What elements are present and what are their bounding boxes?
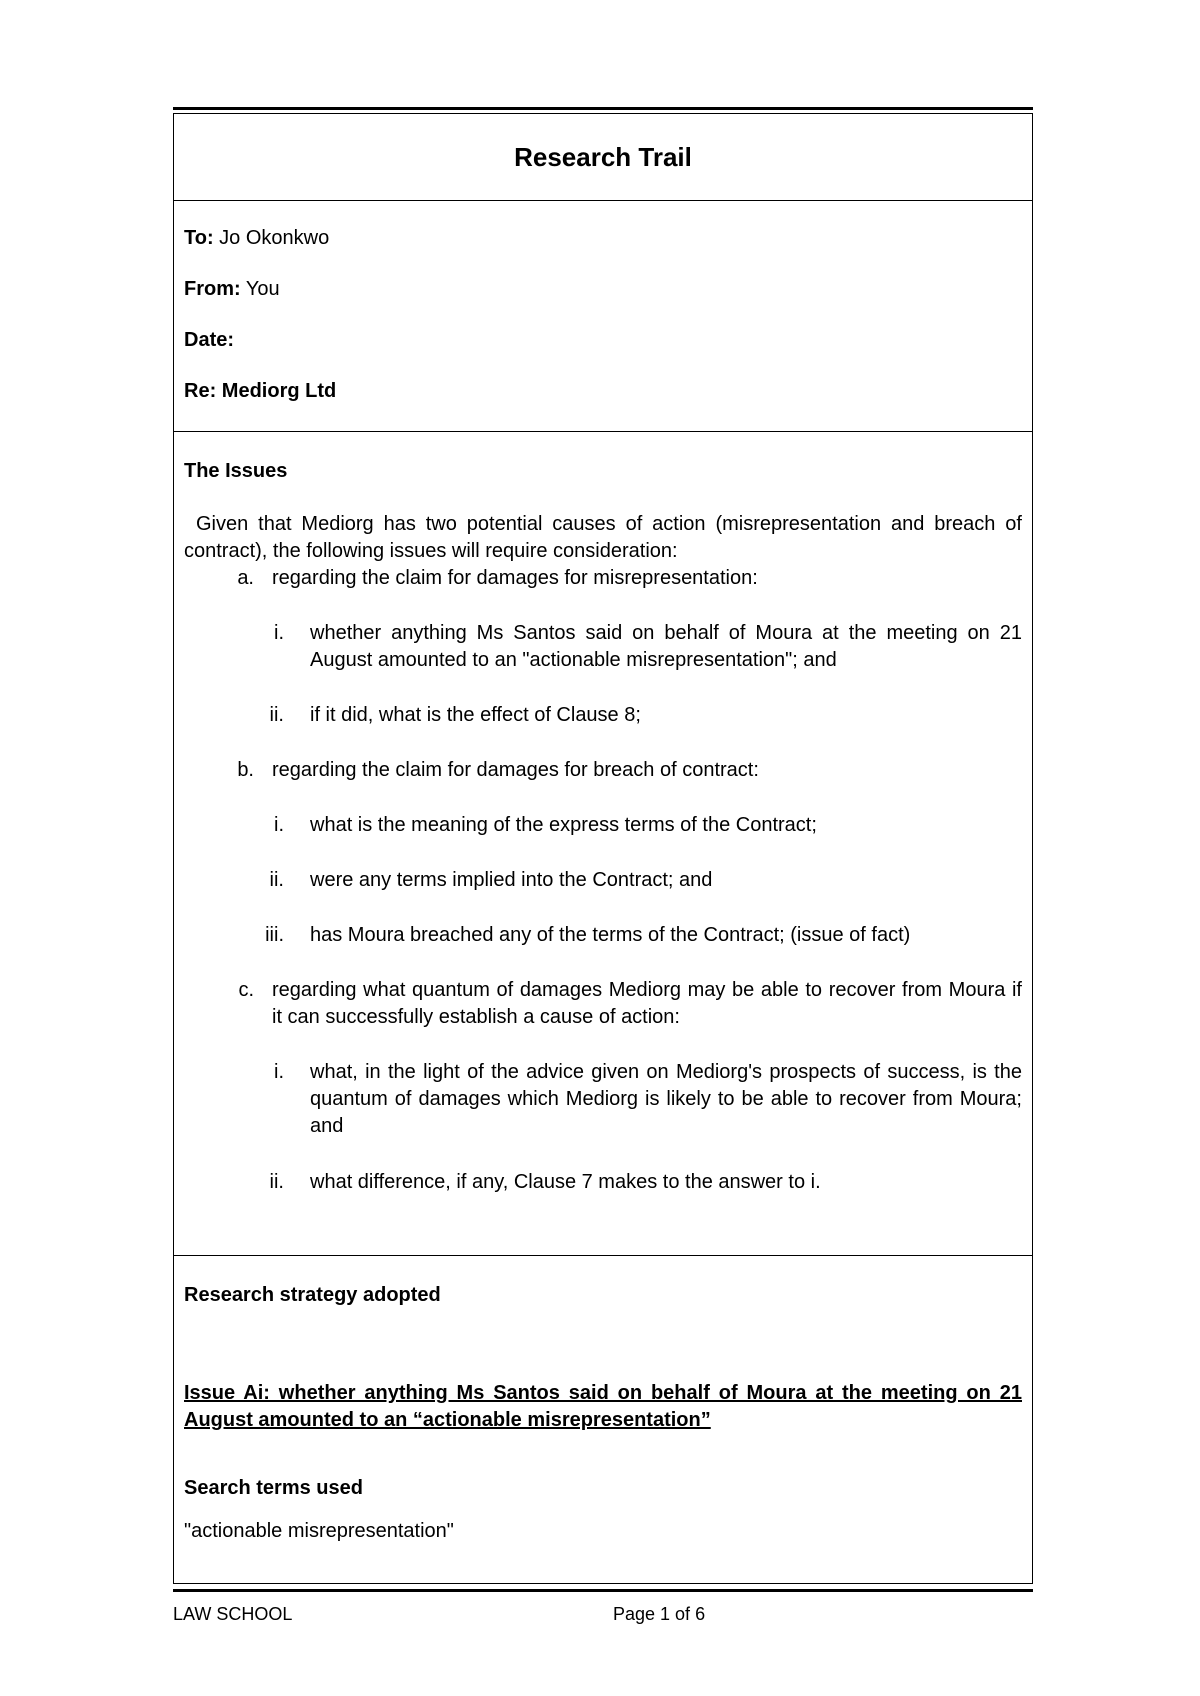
list-marker: ii. [269,869,284,891]
issues-heading: The Issues [184,460,288,482]
list-text: regarding the claim for damages for breach of contract: [272,759,759,781]
list-marker: i. [274,1061,284,1083]
from-line [184,275,280,303]
list-text: what difference, if any, Clause 7 makes to the answer to i. [310,1171,821,1193]
issues-intro: Given that Mediorg has two potential causes of action (misrepresentation and breach of contract), the following issues will require consideration: [184,513,1022,562]
to-value: Jo Okonkwo [219,227,330,249]
page-number: Page 1 of 6 [613,1604,706,1624]
list-text: what, in the light of the advice given on Mediorg's prospects of success, is the quantum of damages which Mediorg is likely to be able to recover from Moura; and [310,1061,1022,1137]
footer-school: LAW SCHOOL [173,1604,293,1624]
document-title: Research Trail [514,142,692,172]
list-marker: c. [238,979,254,1001]
list-marker: ii. [269,1171,284,1193]
issues-cell [174,431,1032,1255]
re-label: Re: [184,380,217,402]
list-marker: a. [237,567,254,589]
list-marker: iii. [265,924,284,946]
re-line [184,377,336,405]
search-terms-heading: Search terms used [184,1477,363,1499]
list-marker: i. [274,622,284,644]
title-cell [174,114,1032,200]
list-marker: b. [237,759,254,781]
list-text: what is the meaning of the express terms of the Contract; [310,814,817,836]
re-value: Mediorg Ltd [221,380,337,402]
list-text: whether anything Ms Santos said on behalf of Moura at the meeting on 21 August amounted to an "actionable misrepresentation"; and [310,622,1022,671]
to-line [184,224,329,252]
list-text: regarding what quantum of damages Mediorg may be able to recover from Moura if it can successfully establish a cause of action: [272,979,1022,1028]
date-label: Date: [184,329,235,351]
research-trail-table [173,113,1033,1584]
strategy-heading: Research strategy adopted [184,1284,441,1306]
top-rule [173,107,1033,110]
strategy-cell [174,1255,1032,1585]
list-text: regarding the claim for damages for misrepresentation: [272,567,758,589]
list-text: has Moura breached any of the terms of the Contract; (issue of fact) [310,924,911,946]
search-term: "actionable misrepresentation" [184,1520,454,1542]
list-marker: i. [274,814,284,836]
to-label: To: [184,227,214,249]
from-label: From: [184,278,241,300]
list-text: if it did, what is the effect of Clause 8; [310,704,641,726]
issue-ai-heading: Issue Ai: whether anything Ms Santos said on behalf of Moura at the meeting on 21 August amounted to an “actionable misrepresentation” [184,1382,1022,1431]
footer-rule [173,1589,1033,1592]
list-text: were any terms implied into the Contract; and [310,869,713,891]
list-marker: ii. [269,704,284,726]
memo-header-cell [174,200,1032,431]
from-value: You [245,278,280,300]
